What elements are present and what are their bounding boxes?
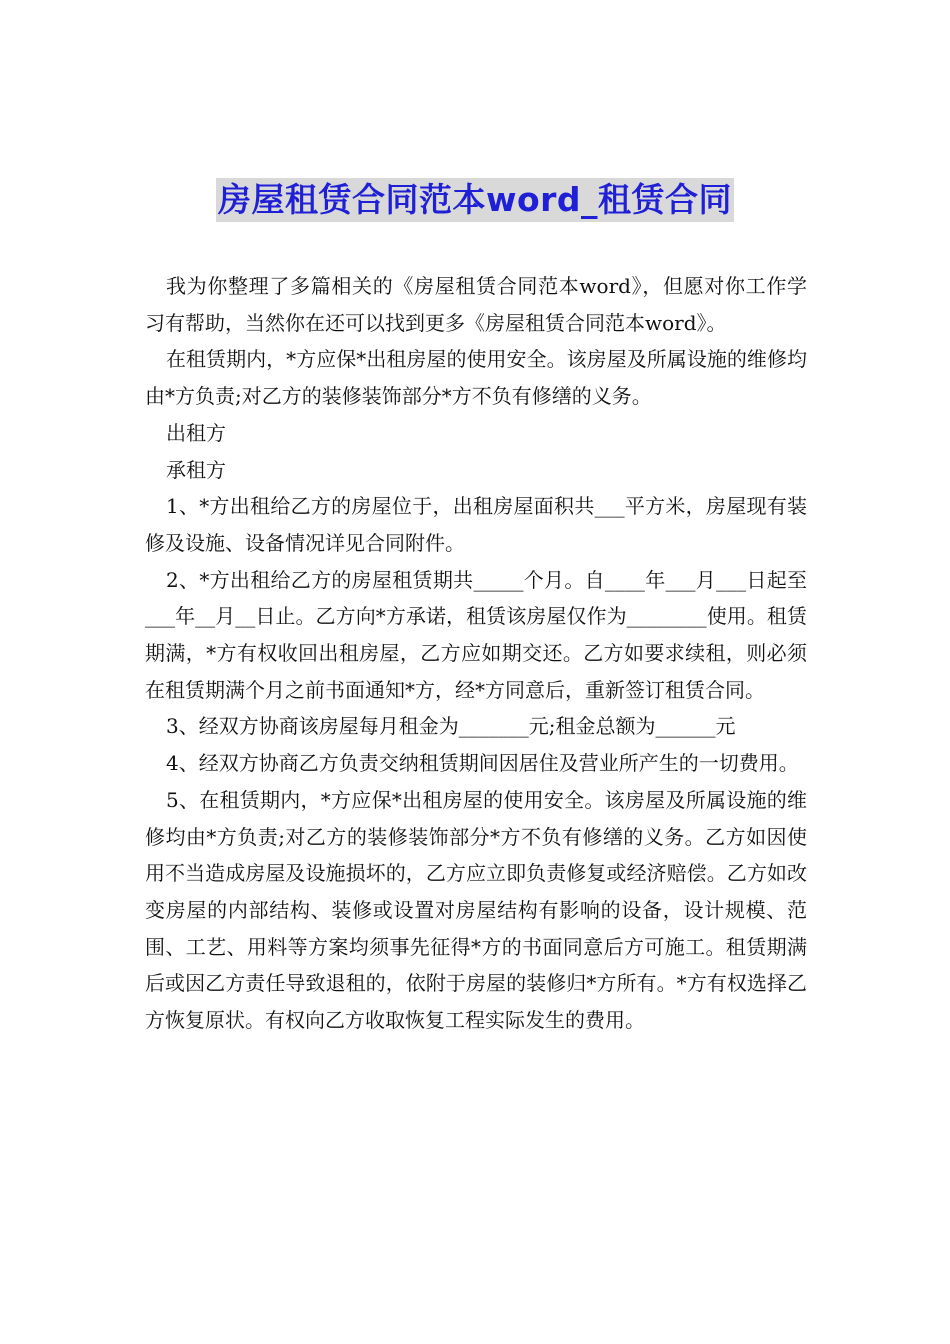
paragraph-lessee-label: 承租方 — [166, 457, 226, 482]
title-container — [0, 178, 950, 222]
paragraph-lease-safety: 在租赁期内，*方应保*出租房屋的使用安全。该房屋及所属设施的维修均由*方负责;对乙方的装修装饰部分*方不负有修缮的义务。 — [145, 347, 807, 409]
clause-5: 5、在租赁期内，*方应保*出租房屋的使用安全。该房屋及所属设施的维修均由*方负责;对乙方的装修装饰部分*方不负有修缮的义务。乙方如因使用不当造成房屋及设施损坏的，乙方应立即负责修复或经济赔偿。乙方如改变房屋的内部结构、装修或设置对房屋结构有影响的设备，设计规模、范围、工艺、用料等方案均须事先征得*方的书面同意后方可施工。租赁期满后或因乙方责任导致退租的，依附于房屋的装修归*方所有。*方有权选择乙方恢复原状。有权向乙方收取恢复工程实际发生的费用。 — [145, 787, 807, 1033]
paragraph-intro: 我为你整理了多篇相关的《房屋租赁合同范本word》，但愿对你工作学习有帮助，当然你在还可以找到更多《房屋租赁合同范本word》。 — [145, 274, 807, 335]
clause-4: 4、经双方协商乙方负责交纳租赁期间因居住及营业所产生的一切费用。 — [166, 751, 799, 776]
clause-1: 1、*方出租给乙方的房屋位于，出租房屋面积共___平方米，房屋现有装修及设施、设备情况详见合同附件。 — [145, 494, 807, 555]
document-body — [145, 268, 807, 1039]
clause-2: 2、*方出租给乙方的房屋租赁期共_____个月。自____年___月___日起至___年__月__日止。乙方向*方承诺，租赁该房屋仅作为________使用。租赁期满，*方有权收回出租房屋，乙方应如期交还。乙方如要求续租，则必须在租赁期满个月之前书面通知*方，经*方同意后，重新签订租赁合同。 — [145, 567, 807, 702]
paragraph-lessor-label: 出租方 — [166, 420, 226, 445]
clause-3: 3、经双方协商该房屋每月租金为_______元;租金总额为______元 — [166, 714, 736, 739]
document-title: 房屋租赁合同范本word_租赁合同 — [216, 178, 734, 222]
